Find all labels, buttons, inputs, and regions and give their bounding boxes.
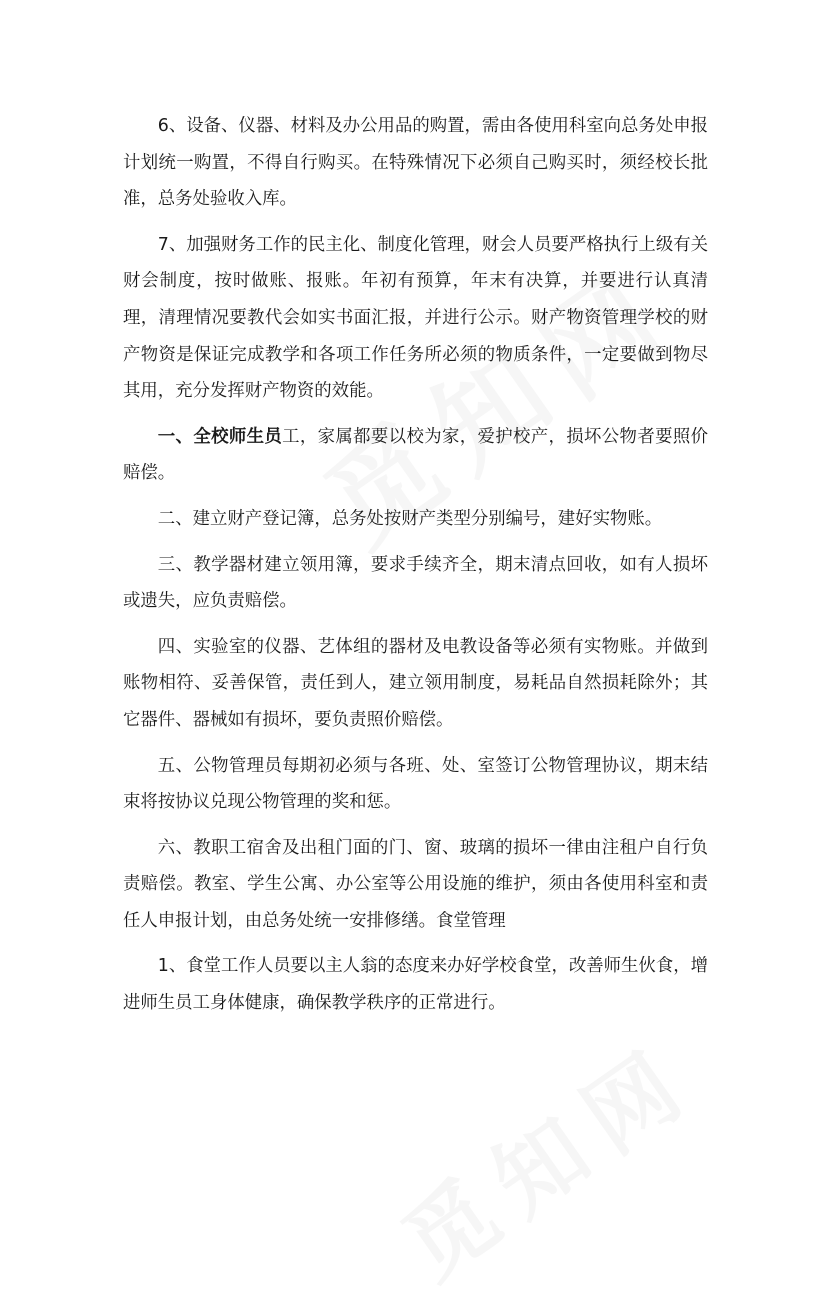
paragraph-rule-4: 四、实验室的仪器、艺体组的器材及电教设备等必须有实物账。并做到账物相符、妥善保管，责任到人，建立领用制度，易耗品自然损耗除外；其它器件、器械如有损坏，要负责照价赔偿。: [123, 636, 708, 730]
watermark-bottom: [373, 1007, 718, 1303]
paragraph-rule-6: 六、教职工宿舍及出租门面的门、窗、玻璃的损坏一律由注租户自行负责赔偿。教室、学生公寓、办公室等公用设施的维护，须由各使用科室和责任人申报计划，由总务处统一安排修缮。食堂管理: [123, 837, 708, 931]
paragraph-rule-1: [123, 419, 708, 492]
paragraph-rule-1-bold-prefix: 一、全校师生员: [157, 426, 283, 447]
paragraph-item-7: 7、加强财务工作的民主化、制度化管理，财会人员要严格执行上级有关财会制度，按时做账、报账。年初有预算，年末有决算，并要进行认真清理，清理情况要教代会如实书面汇报，并进行公示。财产物资管理学校的财产物资是保证完成教学和各项工作任务所必须的物质条件，一定要做到物尽其用，充分发挥财产物资的效能。: [123, 234, 708, 402]
paragraph-canteen-1: 1、食堂工作人员要以主人翁的态度来办好学校食堂，改善师生伙食，增进师生员工身体健康，确保教学秩序的正常进行。: [123, 956, 708, 1014]
paragraph-rule-1-text: 工，家属都要以校为家，爱护校产，损坏公物者要照价赔偿。: [123, 426, 708, 484]
paragraph-rule-5: 五、公物管理员每期初必须与各班、处、室签订公物管理协议，期末结束将按协议兑现公物管理的奖和惩。: [123, 755, 708, 813]
document-body: [123, 108, 708, 1022]
paragraph-rule-2: 二、建立财产登记簿，总务处按财产类型分别编号，建好实物账。: [157, 508, 663, 529]
paragraph-rule-3: 三、教学器材建立领用簿，要求手续齐全，期末清点回收，如有人损坏或遗失，应负责赔偿。: [123, 554, 708, 612]
paragraph-item-6: 6、设备、仪器、材料及办公用品的购置，需由各使用科室向总务处申报计划统一购置，不得自行购买。在特殊情况下必须自己购买时，须经校长批准，总务处验收入库。: [123, 116, 708, 210]
